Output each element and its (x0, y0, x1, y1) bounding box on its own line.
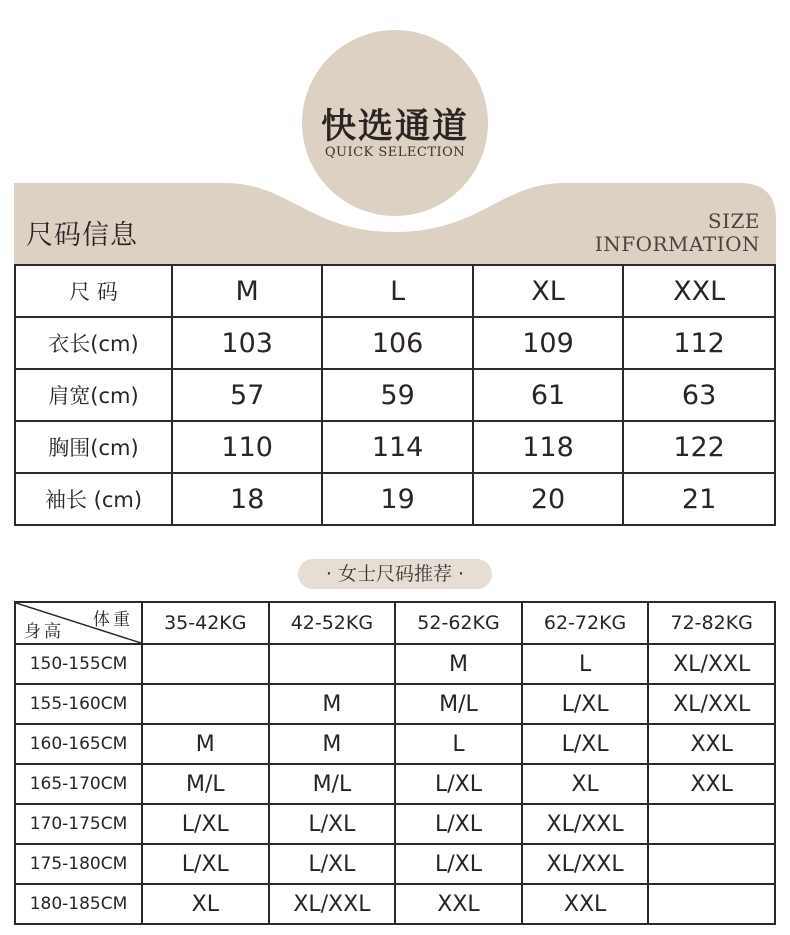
table-cell: 57 (172, 369, 322, 421)
size-info-header-band (0, 0, 790, 265)
table-cell: 112 (623, 317, 775, 369)
table-cell: 118 (473, 421, 623, 473)
corner-weight-label: 体重 (93, 610, 133, 630)
table-cell: L/XL (522, 724, 649, 764)
table-cell: 106 (322, 317, 472, 369)
table-cell (648, 844, 775, 884)
height-label: 180-185CM (15, 884, 142, 924)
table-cell: M/L (269, 764, 396, 804)
table-cell: L (395, 724, 522, 764)
size-table (14, 264, 776, 526)
table-cell: L/XL (395, 844, 522, 884)
table-cell: XXL (648, 764, 775, 804)
rec-table-corner (15, 602, 142, 644)
row-label-sleeve: 袖长 (cm) (15, 473, 172, 525)
table-cell: L/XL (142, 804, 269, 844)
weight-col-3: 52-62KG (395, 602, 522, 644)
table-cell: 18 (172, 473, 322, 525)
table-cell: L/XL (142, 844, 269, 884)
table-cell: XXL (395, 884, 522, 924)
table-row (15, 369, 775, 421)
weight-col-1: 35-42KG (142, 602, 269, 644)
table-cell: XL/XXL (648, 684, 775, 724)
table-row (15, 473, 775, 525)
table-cell: L/XL (395, 804, 522, 844)
height-label: 150-155CM (15, 644, 142, 684)
table-cell: M/L (142, 764, 269, 804)
table-cell: M/L (395, 684, 522, 724)
table-cell: L/XL (395, 764, 522, 804)
table-cell: M (269, 684, 396, 724)
quick-selection-title: 快选通道 (320, 107, 469, 147)
table-cell: 19 (322, 473, 472, 525)
row-label-shoulder: 肩宽(cm) (15, 369, 172, 421)
table-cell: 61 (473, 369, 623, 421)
height-label: 175-180CM (15, 844, 142, 884)
size-info-english-line2: INFORMATION (594, 232, 760, 256)
size-table-corner: 尺 码 (15, 265, 172, 317)
table-cell (142, 644, 269, 684)
height-label: 170-175CM (15, 804, 142, 844)
table-cell (269, 644, 396, 684)
height-label: 160-165CM (15, 724, 142, 764)
table-cell: L/XL (269, 844, 396, 884)
table-row (15, 644, 775, 684)
table-cell: XL/XXL (522, 804, 649, 844)
table-cell: XL (522, 764, 649, 804)
quick-selection-subtitle: QUICK SELECTION (324, 145, 466, 160)
table-cell (648, 884, 775, 924)
table-cell: L (522, 644, 649, 684)
height-label: 165-170CM (15, 764, 142, 804)
size-col-m: M (172, 265, 322, 317)
size-col-xxl: XXL (623, 265, 775, 317)
table-row (15, 884, 775, 924)
table-row (15, 684, 775, 724)
table-cell: M (142, 724, 269, 764)
size-col-l: L (322, 265, 472, 317)
table-cell: 114 (322, 421, 472, 473)
weight-col-2: 42-52KG (269, 602, 396, 644)
table-cell: 103 (172, 317, 322, 369)
size-recommendation-table (14, 601, 776, 925)
table-cell: XXL (522, 884, 649, 924)
row-label-length: 衣长(cm) (15, 317, 172, 369)
table-cell: L/XL (269, 804, 396, 844)
table-row (15, 724, 775, 764)
weight-col-5: 72-82KG (648, 602, 775, 644)
table-cell: M (269, 724, 396, 764)
table-row (15, 317, 775, 369)
table-cell: 63 (623, 369, 775, 421)
size-table-header-row (15, 265, 775, 317)
table-row (15, 844, 775, 884)
weight-col-4: 62-72KG (522, 602, 649, 644)
recommendation-title-pill: · 女士尺码推荐 · (298, 559, 492, 589)
height-label: 155-160CM (15, 684, 142, 724)
table-cell: L/XL (522, 684, 649, 724)
table-cell: 21 (623, 473, 775, 525)
table-cell: 59 (322, 369, 472, 421)
table-cell: 109 (473, 317, 623, 369)
row-label-chest: 胸围(cm) (15, 421, 172, 473)
table-cell: 20 (473, 473, 623, 525)
table-cell: XL/XXL (648, 644, 775, 684)
table-cell: XL/XXL (269, 884, 396, 924)
table-row (15, 421, 775, 473)
table-cell: 110 (172, 421, 322, 473)
table-cell (142, 684, 269, 724)
corner-height-label: 身高 (24, 622, 64, 642)
table-cell: XL/XXL (522, 844, 649, 884)
table-cell: XL (142, 884, 269, 924)
table-cell: XXL (648, 724, 775, 764)
rec-table-header-row (15, 602, 775, 644)
table-cell: M (395, 644, 522, 684)
table-row (15, 804, 775, 844)
table-cell (648, 804, 775, 844)
table-row (15, 764, 775, 804)
size-info-english (595, 210, 760, 256)
size-info-english-line1: SIZE (707, 209, 760, 233)
size-info-title: 尺码信息 (26, 220, 138, 251)
table-cell: 122 (623, 421, 775, 473)
size-col-xl: XL (473, 265, 623, 317)
